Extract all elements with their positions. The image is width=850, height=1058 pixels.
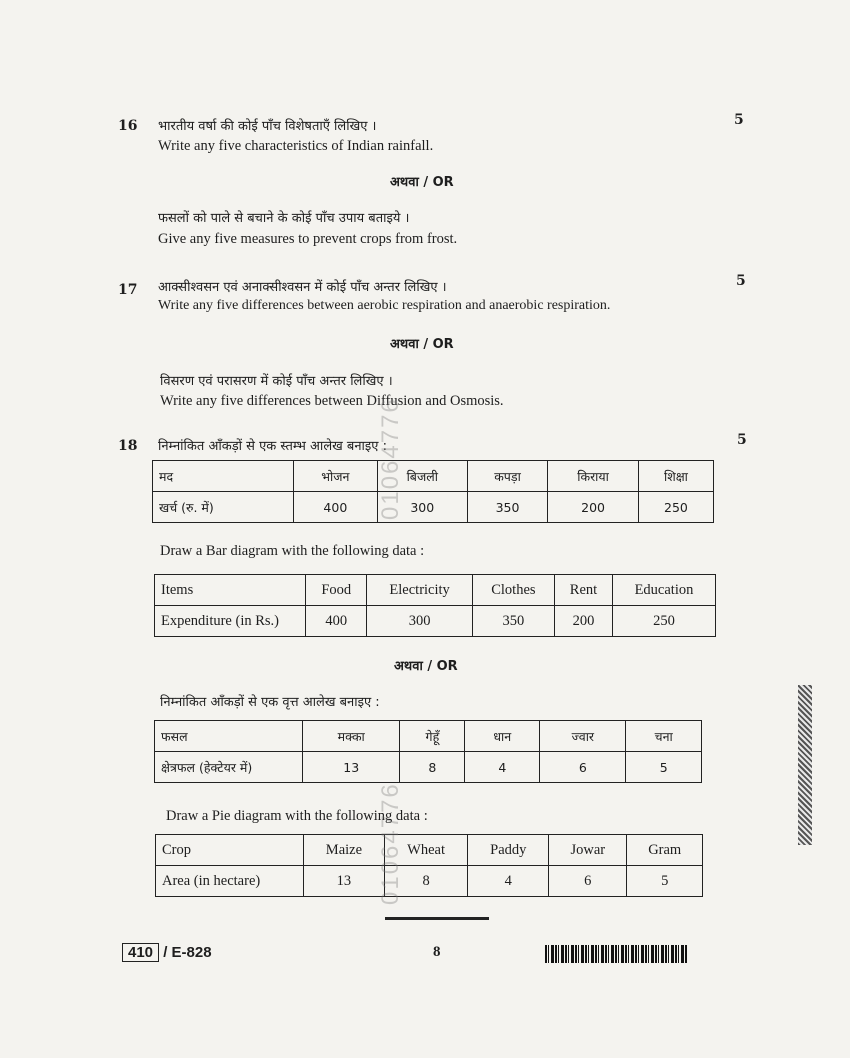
table-cell: 6 bbox=[540, 752, 626, 783]
table-cell: धान bbox=[465, 721, 540, 752]
alt-question-english: Write any five differences between Diffusion and Osmosis. bbox=[160, 393, 504, 409]
table-cell: 4 bbox=[468, 866, 549, 897]
question-marks: 5 bbox=[737, 432, 747, 448]
end-rule bbox=[385, 917, 489, 920]
table-cell: 350 bbox=[467, 492, 547, 523]
table-cell: किराया bbox=[548, 461, 639, 492]
table-cell: चना bbox=[626, 721, 702, 752]
table-cell: मक्का bbox=[303, 721, 400, 752]
watermark: 01064776 bbox=[377, 782, 404, 905]
table-cell: मद bbox=[153, 461, 294, 492]
table-cell: भोजन bbox=[294, 461, 378, 492]
question-number: 18 bbox=[118, 438, 138, 454]
alt-question-english: Give any five measures to prevent crops from frost. bbox=[158, 231, 458, 247]
table-cell: फसल bbox=[155, 721, 303, 752]
table-header-row bbox=[153, 461, 714, 492]
alt-question-hindi: निम्नांकित आँकड़ों से एक वृत्त आलेख बनाइए : bbox=[160, 695, 380, 710]
table-row bbox=[156, 866, 703, 897]
table-cell: Crop bbox=[156, 835, 304, 866]
table-cell: खर्च (रु. में) bbox=[153, 492, 294, 523]
table-cell: Clothes bbox=[472, 575, 554, 606]
data-table-hindi-alt bbox=[154, 720, 702, 783]
table-cell: 200 bbox=[548, 492, 639, 523]
page-number: 8 bbox=[433, 944, 441, 960]
data-table-english-alt bbox=[155, 834, 703, 897]
table-cell: 350 bbox=[472, 606, 554, 637]
table-cell: 5 bbox=[627, 866, 703, 897]
table-cell: Rent bbox=[555, 575, 613, 606]
table-cell: Maize bbox=[304, 835, 385, 866]
question-english: Write any five differences between aerobic respiration and anaerobic respiration. bbox=[158, 298, 611, 313]
table-cell: 300 bbox=[367, 606, 472, 637]
table-header-row bbox=[155, 575, 716, 606]
question-number: 17 bbox=[118, 282, 138, 298]
table-cell: Paddy bbox=[468, 835, 549, 866]
table-cell: 6 bbox=[549, 866, 627, 897]
table-cell: 13 bbox=[304, 866, 385, 897]
paper-code-number: 410 bbox=[122, 943, 159, 962]
alt-question-hindi: फसलों को पाले से बचाने के कोई पाँच उपाय बताइये । bbox=[158, 211, 410, 226]
question-english: Draw a Pie diagram with the following data : bbox=[166, 808, 428, 824]
question-english: Draw a Bar diagram with the following data : bbox=[160, 543, 425, 559]
question-hindi: निम्नांकित आँकड़ों से एक स्तम्भ आलेख बनाइए : bbox=[158, 439, 387, 454]
table-cell: ज्वार bbox=[540, 721, 626, 752]
data-table-hindi bbox=[152, 460, 714, 523]
table-cell: Gram bbox=[627, 835, 703, 866]
table-header-row bbox=[155, 721, 702, 752]
table-cell: Area (in hectare) bbox=[156, 866, 304, 897]
alt-question-hindi: विसरण एवं परासरण में कोई पाँच अन्तर लिखिए । bbox=[160, 374, 393, 389]
question-hindi: भारतीय वर्षा की कोई पाँच विशेषताएँ लिखिए । bbox=[158, 119, 377, 134]
table-cell: 5 bbox=[626, 752, 702, 783]
or-separator: अथवा / OR bbox=[390, 175, 454, 190]
watermark: 01064776 bbox=[377, 397, 404, 520]
table-row bbox=[153, 492, 714, 523]
table-row bbox=[155, 606, 716, 637]
question-english: Write any five characteristics of Indian rainfall. bbox=[158, 138, 434, 154]
question-marks: 5 bbox=[736, 273, 746, 289]
paper-code-series: / E-828 bbox=[163, 944, 212, 961]
table-cell: 300 bbox=[377, 492, 467, 523]
table-cell: 8 bbox=[384, 866, 467, 897]
table-cell: 250 bbox=[638, 492, 713, 523]
table-cell: Expenditure (in Rs.) bbox=[155, 606, 306, 637]
table-header-row bbox=[156, 835, 703, 866]
or-separator: अथवा / OR bbox=[394, 659, 458, 674]
barcode-icon bbox=[545, 945, 687, 963]
table-cell: 13 bbox=[303, 752, 400, 783]
table-cell: Education bbox=[612, 575, 715, 606]
table-cell: Jowar bbox=[549, 835, 627, 866]
table-cell: 8 bbox=[400, 752, 465, 783]
table-cell: गेहूँ bbox=[400, 721, 465, 752]
question-number: 16 bbox=[118, 118, 138, 134]
table-cell: Electricity bbox=[367, 575, 472, 606]
table-cell: कपड़ा bbox=[467, 461, 547, 492]
question-hindi: आक्सीश्वसन एवं अनाक्सीश्वसन में कोई पाँच अन्तर लिखिए । bbox=[158, 280, 447, 295]
table-cell: 400 bbox=[306, 606, 367, 637]
table-cell: क्षेत्रफल (हेक्टेयर में) bbox=[155, 752, 303, 783]
table-row bbox=[155, 752, 702, 783]
table-cell: 250 bbox=[612, 606, 715, 637]
table-cell: शिक्षा bbox=[638, 461, 713, 492]
table-cell: Wheat bbox=[384, 835, 467, 866]
table-cell: Food bbox=[306, 575, 367, 606]
table-cell: 400 bbox=[294, 492, 378, 523]
data-table-english bbox=[154, 574, 716, 637]
table-cell: Items bbox=[155, 575, 306, 606]
or-separator: अथवा / OR bbox=[390, 337, 454, 352]
security-strip bbox=[798, 685, 812, 845]
question-marks: 5 bbox=[734, 112, 744, 128]
paper-code bbox=[122, 944, 212, 961]
table-cell: बिजली bbox=[377, 461, 467, 492]
table-cell: 200 bbox=[555, 606, 613, 637]
table-cell: 4 bbox=[465, 752, 540, 783]
